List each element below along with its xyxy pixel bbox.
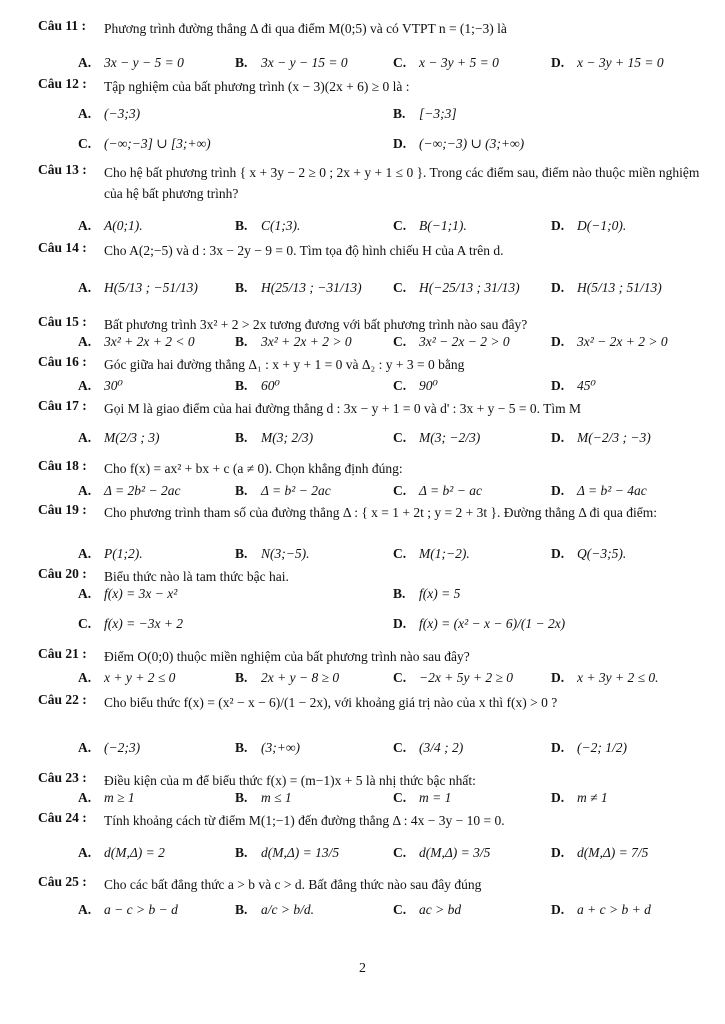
option-text: f(x) = 3x − x² bbox=[104, 586, 178, 601]
answer-option-d[interactable] bbox=[551, 902, 651, 918]
option-letter: D. bbox=[551, 546, 565, 561]
answer-option-a[interactable] bbox=[78, 378, 123, 394]
answer-option-c[interactable] bbox=[393, 280, 520, 296]
question-label: Câu 17 : bbox=[38, 398, 87, 413]
option-letter: B. bbox=[235, 845, 248, 860]
option-text: 3x² + 2x + 2 > 0 bbox=[261, 334, 352, 349]
option-text: 3x² − 2x + 2 > 0 bbox=[577, 334, 668, 349]
option-letter: C. bbox=[393, 483, 407, 498]
answer-option-a[interactable] bbox=[78, 586, 177, 602]
answer-option-b[interactable] bbox=[235, 790, 292, 806]
question-label: Câu 23 : bbox=[38, 770, 87, 785]
option-letter: A. bbox=[78, 670, 92, 685]
option-letter: A. bbox=[78, 55, 92, 70]
option-letter: D. bbox=[551, 378, 565, 393]
answer-option-d[interactable] bbox=[551, 55, 664, 71]
option-letter: A. bbox=[78, 280, 92, 295]
option-text: Q(−3;5). bbox=[577, 546, 627, 561]
option-text: x + 3y + 2 ≤ 0. bbox=[577, 670, 659, 685]
option-letter: D. bbox=[393, 616, 407, 631]
option-letter: D. bbox=[551, 790, 565, 805]
option-letter: B. bbox=[393, 106, 406, 121]
answer-option-b[interactable] bbox=[235, 280, 362, 296]
answer-option-a[interactable] bbox=[78, 483, 180, 499]
option-text: 3x² − 2x − 2 > 0 bbox=[419, 334, 510, 349]
option-letter: D. bbox=[551, 430, 565, 445]
option-text: A(0;1). bbox=[104, 218, 143, 233]
answer-option-b[interactable] bbox=[235, 483, 331, 499]
option-letter: A. bbox=[78, 740, 92, 755]
option-text: Δ = b² − 2ac bbox=[261, 483, 331, 498]
question-text: Điểm O(0;0) thuộc miền nghiệm của bất phương trình nào sau đây? bbox=[104, 649, 470, 664]
option-letter: B. bbox=[235, 218, 248, 233]
option-letter: B. bbox=[235, 430, 248, 445]
answer-option-a[interactable] bbox=[78, 845, 165, 861]
option-letter: C. bbox=[393, 546, 407, 561]
option-text: d(M,Δ) = 2 bbox=[104, 845, 165, 860]
option-text: (−∞;−3) ∪ (3;+∞) bbox=[419, 136, 525, 151]
option-text: D(−1;0). bbox=[577, 218, 627, 233]
option-letter: C. bbox=[393, 218, 407, 233]
answer-option-b[interactable] bbox=[235, 430, 313, 446]
option-text: 45⁰ bbox=[577, 378, 596, 393]
answer-option-c[interactable] bbox=[393, 218, 467, 234]
option-letter: B. bbox=[235, 902, 248, 917]
option-letter: B. bbox=[235, 280, 248, 295]
answer-option-c[interactable] bbox=[393, 378, 438, 394]
option-letter: A. bbox=[78, 790, 92, 805]
answer-option-c[interactable] bbox=[393, 483, 482, 499]
answer-option-a[interactable] bbox=[78, 334, 195, 350]
option-letter: C. bbox=[393, 280, 407, 295]
question-text: Cho hệ bất phương trình { x + 3y − 2 ≥ 0 ; 2x + y + 1 ≤ 0 }. Trong các điểm sau, điểm nào thuộc miền nghiệm của hệ bất phương trình? bbox=[104, 165, 700, 201]
answer-option-b[interactable] bbox=[393, 106, 457, 122]
option-letter: C. bbox=[393, 790, 407, 805]
question-label: Câu 21 : bbox=[38, 646, 87, 661]
option-letter: D. bbox=[551, 902, 565, 917]
option-text: d(M,Δ) = 13/5 bbox=[261, 845, 340, 860]
option-text: a/c > b/d. bbox=[261, 902, 314, 917]
question-text: Cho f(x) = ax² + bx + c (a ≠ 0). Chọn khẳng định đúng: bbox=[104, 461, 403, 476]
answer-option-a[interactable] bbox=[78, 902, 178, 918]
option-letter: D. bbox=[551, 845, 565, 860]
option-text: m = 1 bbox=[419, 790, 452, 805]
option-text: (−2;3) bbox=[104, 740, 141, 755]
option-letter: C. bbox=[393, 430, 407, 445]
option-letter: D. bbox=[551, 218, 565, 233]
question-label: Câu 18 : bbox=[38, 458, 87, 473]
question-label: Câu 24 : bbox=[38, 810, 87, 825]
option-text: x − 3y + 15 = 0 bbox=[577, 55, 664, 70]
option-text: m ≠ 1 bbox=[577, 790, 608, 805]
answer-option-d[interactable] bbox=[393, 136, 524, 152]
answer-option-a[interactable] bbox=[78, 280, 198, 296]
option-text: M(3; −2/3) bbox=[419, 430, 481, 445]
option-text: N(3;−5). bbox=[261, 546, 310, 561]
option-text: Δ = b² − 4ac bbox=[577, 483, 647, 498]
option-text: −2x + 5y + 2 ≥ 0 bbox=[419, 670, 513, 685]
option-letter: D. bbox=[551, 334, 565, 349]
answer-option-c[interactable] bbox=[78, 136, 211, 152]
answer-option-d[interactable] bbox=[551, 483, 647, 499]
option-letter: D. bbox=[551, 483, 565, 498]
answer-option-b[interactable] bbox=[235, 670, 339, 686]
option-letter: D. bbox=[551, 55, 565, 70]
answer-option-c[interactable] bbox=[393, 740, 463, 756]
option-text: d(M,Δ) = 3/5 bbox=[419, 845, 491, 860]
question-label: Câu 20 : bbox=[38, 566, 87, 581]
answer-option-d[interactable] bbox=[551, 790, 608, 806]
option-text: Δ = 2b² − 2ac bbox=[104, 483, 181, 498]
answer-option-a[interactable] bbox=[78, 740, 140, 756]
option-text: (−2; 1/2) bbox=[577, 740, 627, 755]
option-letter: D. bbox=[551, 280, 565, 295]
answer-option-d[interactable] bbox=[551, 280, 662, 296]
option-letter: C. bbox=[393, 902, 407, 917]
question-label: Câu 19 : bbox=[38, 502, 87, 517]
answer-option-b[interactable] bbox=[235, 740, 300, 756]
option-text: a + c > b + d bbox=[577, 902, 651, 917]
answer-option-c[interactable] bbox=[393, 670, 513, 686]
option-text: M(−2/3 ; −3) bbox=[577, 430, 651, 445]
option-text: 90⁰ bbox=[419, 378, 438, 393]
option-letter: B. bbox=[235, 55, 248, 70]
answer-option-c[interactable] bbox=[78, 616, 183, 632]
answer-option-d[interactable] bbox=[551, 740, 627, 756]
answer-option-a[interactable] bbox=[78, 430, 159, 446]
answer-option-d[interactable] bbox=[393, 616, 565, 632]
option-text: a − c > b − d bbox=[104, 902, 178, 917]
option-text: H(5/13 ; 51/13) bbox=[577, 280, 662, 295]
question-text: Gọi M là giao điểm của hai đường thẳng d : 3x − y + 1 = 0 và d' : 3x + y − 5 = 0. Tìm M bbox=[104, 401, 582, 416]
option-text: Δ = b² − ac bbox=[419, 483, 482, 498]
option-letter: D. bbox=[393, 136, 407, 151]
option-text: ac > bd bbox=[419, 902, 462, 917]
option-letter: D. bbox=[551, 670, 565, 685]
option-letter: C. bbox=[393, 740, 407, 755]
answer-option-c[interactable] bbox=[393, 845, 490, 861]
option-letter: A. bbox=[78, 430, 92, 445]
option-letter: B. bbox=[235, 334, 248, 349]
question-text: Cho biểu thức f(x) = (x² − x − 6)/(1 − 2x), với khoảng giá trị nào của x thì f(x) > 0 ? bbox=[104, 695, 558, 710]
option-text: H(5/13 ; −51/13) bbox=[104, 280, 198, 295]
answer-option-b[interactable] bbox=[393, 586, 460, 602]
answer-option-d[interactable] bbox=[551, 378, 596, 394]
question-label: Câu 12 : bbox=[38, 76, 87, 91]
option-text: 3x − y − 15 = 0 bbox=[261, 55, 348, 70]
option-text: m ≥ 1 bbox=[104, 790, 135, 805]
option-text: (3/4 ; 2) bbox=[419, 740, 464, 755]
option-text: 3x − y − 5 = 0 bbox=[104, 55, 184, 70]
answer-option-a[interactable] bbox=[78, 546, 143, 562]
option-letter: B. bbox=[235, 546, 248, 561]
option-text: f(x) = −3x + 2 bbox=[104, 616, 184, 631]
question-text: Phương trình đường thẳng Δ đi qua điểm M(0;5) và có VTPT n = (1;−3) là bbox=[104, 21, 507, 36]
option-letter: A. bbox=[78, 483, 92, 498]
option-text: H(25/13 ; −31/13) bbox=[261, 280, 362, 295]
answer-option-c[interactable] bbox=[393, 430, 480, 446]
answer-option-c[interactable] bbox=[393, 902, 461, 918]
option-text: f(x) = (x² − x − 6)/(1 − 2x) bbox=[419, 616, 566, 631]
option-text: 2x + y − 8 ≥ 0 bbox=[261, 670, 340, 685]
option-text: m ≤ 1 bbox=[261, 790, 292, 805]
option-letter: B. bbox=[235, 670, 248, 685]
question-text: Góc giữa hai đường thẳng Δ₁ : x + y + 1 = 0 và Δ₂ : y + 3 = 0 bằng bbox=[104, 357, 465, 372]
answer-option-b[interactable] bbox=[235, 378, 280, 394]
answer-option-a[interactable] bbox=[78, 670, 175, 686]
option-text: B(−1;1). bbox=[419, 218, 467, 233]
option-letter: B. bbox=[393, 586, 406, 601]
answer-option-a[interactable] bbox=[78, 106, 140, 122]
answer-option-d[interactable] bbox=[551, 670, 659, 686]
option-letter: B. bbox=[235, 740, 248, 755]
question-text: Cho A(2;−5) và d : 3x − 2y − 9 = 0. Tìm tọa độ hình chiếu H của A trên d. bbox=[104, 243, 504, 258]
answer-option-b[interactable] bbox=[235, 845, 339, 861]
option-text: M(3; 2/3) bbox=[261, 430, 314, 445]
question-label: Câu 22 : bbox=[38, 692, 87, 707]
option-letter: A. bbox=[78, 902, 92, 917]
answer-option-a[interactable] bbox=[78, 790, 135, 806]
answer-option-a[interactable] bbox=[78, 55, 184, 71]
answer-option-b[interactable] bbox=[235, 218, 300, 234]
option-text: (−∞;−3] ∪ [3;+∞) bbox=[104, 136, 211, 151]
answer-option-c[interactable] bbox=[393, 55, 499, 71]
option-text: 30⁰ bbox=[104, 378, 123, 393]
option-text: x + y + 2 ≤ 0 bbox=[104, 670, 176, 685]
option-letter: B. bbox=[235, 790, 248, 805]
answer-option-a[interactable] bbox=[78, 218, 143, 234]
option-text: M(1;−2). bbox=[419, 546, 470, 561]
option-text: x − 3y + 5 = 0 bbox=[419, 55, 499, 70]
question-text: Tính khoảng cách từ điểm M(1;−1) đến đường thẳng Δ : 4x − 3y − 10 = 0. bbox=[104, 813, 505, 828]
question-text: Điều kiện của m để biểu thức f(x) = (m−1)x + 5 là nhị thức bậc nhất: bbox=[104, 773, 476, 788]
answer-option-b[interactable] bbox=[235, 55, 348, 71]
question-text: Biểu thức nào là tam thức bậc hai. bbox=[104, 569, 289, 584]
option-text: d(M,Δ) = 7/5 bbox=[577, 845, 649, 860]
answer-option-c[interactable] bbox=[393, 334, 510, 350]
option-text: (3;+∞) bbox=[261, 740, 300, 755]
option-letter: B. bbox=[235, 378, 248, 393]
option-text: P(1;2). bbox=[104, 546, 143, 561]
option-text: (−3;3) bbox=[104, 106, 141, 121]
answer-option-b[interactable] bbox=[235, 546, 309, 562]
answer-option-c[interactable] bbox=[393, 790, 451, 806]
option-letter: A. bbox=[78, 334, 92, 349]
option-letter: A. bbox=[78, 845, 92, 860]
option-letter: A. bbox=[78, 586, 92, 601]
question-text: Tập nghiệm của bất phương trình (x − 3)(2x + 6) ≥ 0 là : bbox=[104, 79, 410, 94]
question-text: Cho phương trình tham số của đường thẳng Δ : { x = 1 + 2t ; y = 2 + 3t }. Đường thẳng Δ đi qua điểm: bbox=[104, 505, 657, 520]
option-text: C(1;3). bbox=[261, 218, 301, 233]
answer-option-c[interactable] bbox=[393, 546, 470, 562]
option-letter: D. bbox=[551, 740, 565, 755]
question-label: Câu 15 : bbox=[38, 314, 87, 329]
option-text: H(−25/13 ; 31/13) bbox=[419, 280, 520, 295]
option-letter: A. bbox=[78, 218, 92, 233]
option-letter: A. bbox=[78, 546, 92, 561]
option-letter: C. bbox=[393, 55, 407, 70]
question-label: Câu 16 : bbox=[38, 354, 87, 369]
question-label: Câu 25 : bbox=[38, 874, 87, 889]
option-letter: A. bbox=[78, 378, 92, 393]
question-label: Câu 11 : bbox=[38, 18, 87, 33]
option-letter: B. bbox=[235, 483, 248, 498]
option-letter: C. bbox=[393, 334, 407, 349]
question-label: Câu 14 : bbox=[38, 240, 87, 255]
answer-option-d[interactable] bbox=[551, 845, 648, 861]
answer-option-d[interactable] bbox=[551, 430, 651, 446]
answer-option-d[interactable] bbox=[551, 546, 626, 562]
option-text: [−3;3] bbox=[419, 106, 457, 121]
answer-option-b[interactable] bbox=[235, 902, 314, 918]
option-text: 3x² + 2x + 2 < 0 bbox=[104, 334, 195, 349]
page-number: 2 bbox=[359, 961, 366, 976]
answer-option-d[interactable] bbox=[551, 218, 626, 234]
answer-option-b[interactable] bbox=[235, 334, 352, 350]
question-text: Bất phương trình 3x² + 2 > 2x tương đương với bất phương trình nào sau đây? bbox=[104, 317, 528, 332]
option-letter: A. bbox=[78, 106, 92, 121]
question-label: Câu 13 : bbox=[38, 162, 87, 177]
option-letter: C. bbox=[393, 845, 407, 860]
option-letter: C. bbox=[393, 670, 407, 685]
option-letter: C. bbox=[78, 136, 92, 151]
option-letter: C. bbox=[78, 616, 92, 631]
option-text: 60⁰ bbox=[261, 378, 280, 393]
answer-option-d[interactable] bbox=[551, 334, 668, 350]
option-text: f(x) = 5 bbox=[419, 586, 461, 601]
option-letter: C. bbox=[393, 378, 407, 393]
question-text: Cho các bất đẳng thức a > b và c > d. Bất đẳng thức nào sau đây đúng bbox=[104, 877, 482, 892]
option-text: M(2/3 ; 3) bbox=[104, 430, 160, 445]
